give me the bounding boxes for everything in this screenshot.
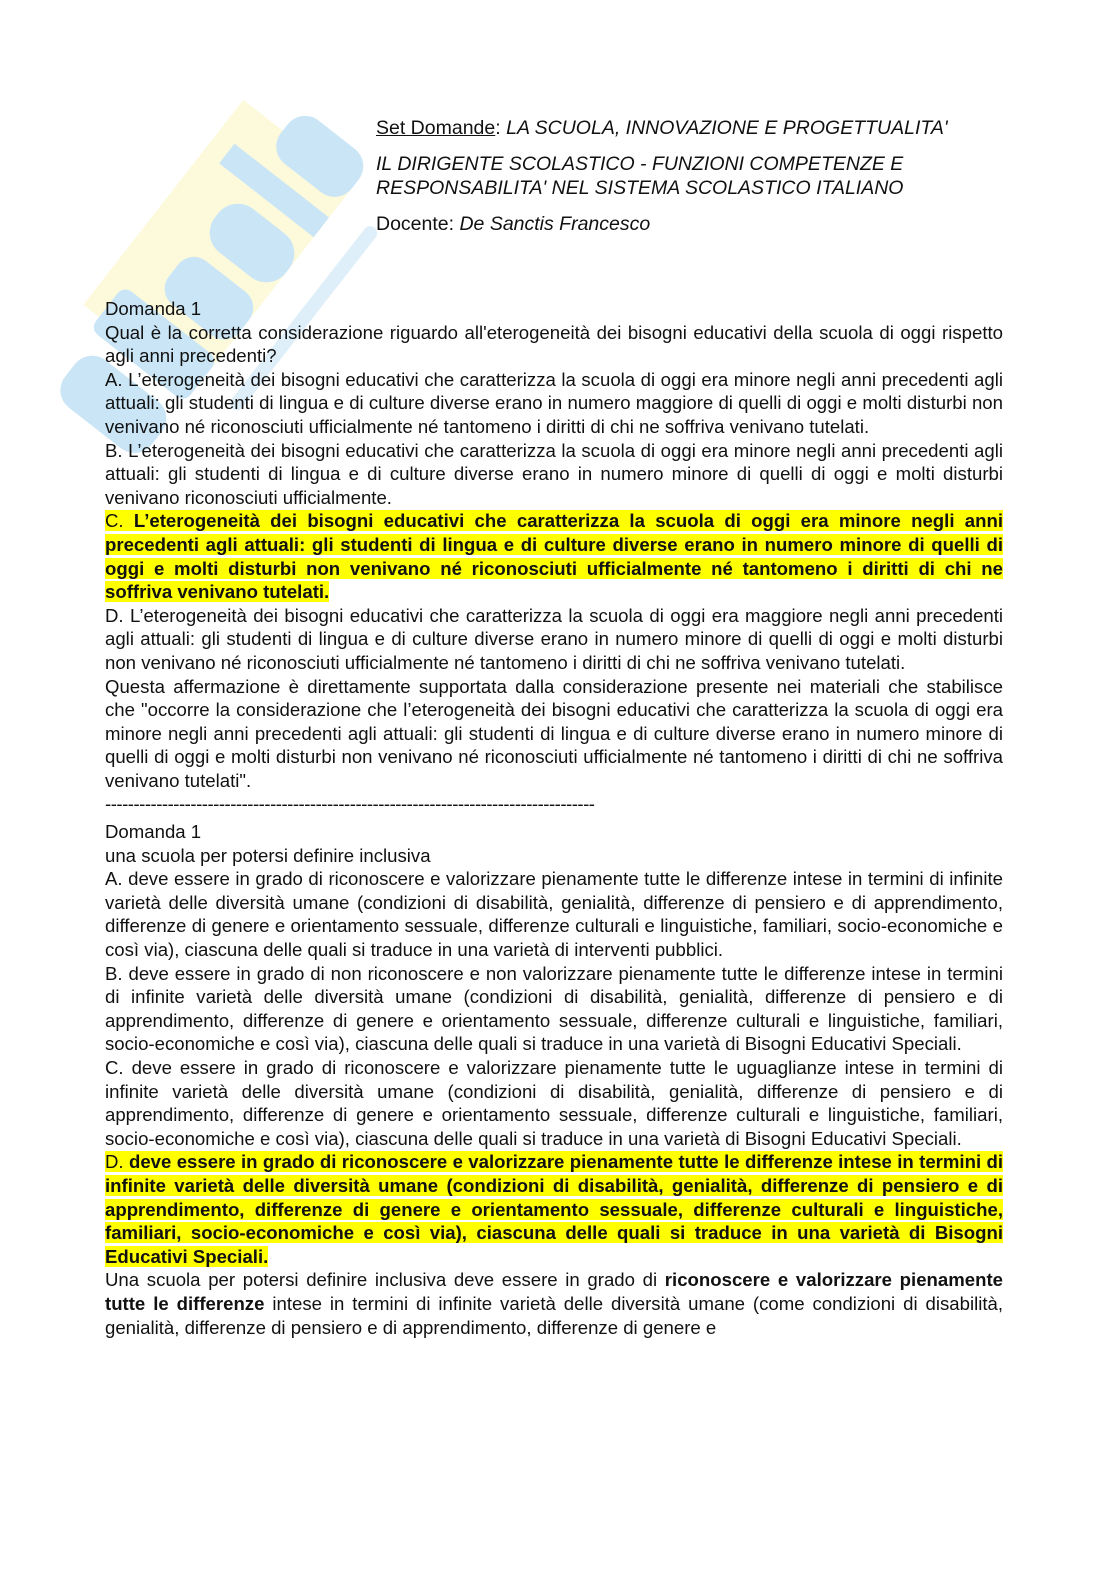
option-c-correct: C. L’eterogeneità dei bisogni educativi che caratterizza la scuola di oggi era minore negli anni precedenti agli attuali: gli studenti di lingua e di culture diverse erano in numero minore di quelli di oggi e molti disturbi non venivano né riconosciuti ufficialmente né tantomeno i diritti di chi ne soffriva venivano tutelati. — [105, 510, 1003, 603]
option-b: B. L’eterogeneità dei bisogni educativi che caratterizza la scuola di oggi era minore negli anni precedenti agli attuali: gli studenti di lingua e di culture diverse erano in numero minore di quelli di oggi e molti disturbi venivano riconosciuti ufficialmente. — [105, 439, 1003, 508]
course-title: IL DIRIGENTE SCOLASTICO - FUNZIONI COMPETENZE E RESPONSABILITA' NEL SISTEMA SCOLASTICO ITALIANO — [376, 153, 904, 199]
teacher-name: De Sanctis Francesco — [459, 213, 651, 235]
option-d-correct: D. deve essere in grado di riconoscere e valorizzare pienamente tutte le differenze intese in termini di infinite varietà delle diversità umane (condizioni di disabilità, genialità, differenze di pensiero e di apprendimento, differenze di genere e orientamento sessuale, differenze culturali e linguistiche, familiari, socio-economiche e così via), ciascuna delle quali si traduce in una varietà di Bisogni Educativi Speciali. — [105, 1151, 1003, 1267]
option-d: D. L’eterogeneità dei bisogni educativi che caratterizza la scuola di oggi era maggiore negli anni precedenti agli attuali: gli studenti di lingua e di culture diverse erano in numero minore di quelli di oggi e molti disturbi non venivano né riconosciuti ufficialmente né tantomeno i diritti di chi ne soffriva venivano tutelati. — [105, 604, 1003, 673]
explanation: Questa affermazione è direttamente supportata dalla considerazione presente nei materiali che stabilisce che "occorre la considerazione che l’eterogeneità dei bisogni educativi che caratterizza la scuola di oggi era minore negli anni precedenti agli attuali: gli studenti di lingua e di culture diverse erano in numero minore di quelli di oggi e molti disturbi non venivano né riconosciuti ufficialmente né tantomeno i diritti di chi ne soffriva venivano tutelati". — [105, 675, 1003, 791]
teacher-line: Docente: De Sanctis Francesco — [376, 213, 651, 235]
set-line: Set Domande: LA SCUOLA, INNOVAZIONE E PROGETTUALITA' — [376, 117, 948, 139]
question-text: Qual è la corretta considerazione riguardo all'eterogeneità dei bisogni educativi della scuola di oggi rispetto agli anni precedenti? — [105, 321, 1003, 367]
option-b: B. deve essere in grado di non riconoscere e non valorizzare pienamente tutte le differenze intese in termini di infinite varietà delle diversità umane (condizioni di disabilità, genialità, differenze di pensiero e di apprendimento, differenze di genere e orientamento sessuale, differenze culturali e linguistiche, familiari, socio-economiche e così via), ciascuna delle quali si traduce in una varietà di Bisogni Educativi Speciali. — [105, 962, 1003, 1055]
document-header — [376, 116, 1016, 248]
set-label: Set Domande — [376, 117, 496, 139]
option-a: A. deve essere in grado di riconoscere e valorizzare pienamente tutte le differenze intese in termini di infinite varietà delle diversità umane (condizioni di disabilità, genialità, differenze di pensiero e di apprendimento, differenze di genere e orientamento sessuale, differenze culturali e linguistiche, familiari, socio-economiche e così via), ciascuna delle quali si traduce in una varietà di interventi pubblici. — [105, 868, 1003, 961]
question-text: una scuola per potersi definire inclusiva — [105, 844, 431, 866]
question-title: Domanda 1 — [105, 821, 202, 843]
document-body — [105, 297, 1003, 1459]
set-title: LA SCUOLA, INNOVAZIONE E PROGETTUALITA' — [506, 117, 948, 139]
separator: -------------------------------------------------------------------------------------- — [105, 793, 595, 815]
option-c: C. deve essere in grado di riconoscere e valorizzare pienamente tutte le uguaglianze intese in termini di infinite varietà delle diversità umane (condizioni di disabilità, genialità, differenze di pensiero e di apprendimento, differenze di genere e orientamento sessuale, differenze culturali e linguistiche, familiari, socio-economiche e così via), ciascuna delle quali si traduce in una varietà di Bisogni Educativi Speciali. — [105, 1057, 1003, 1149]
option-a: A. L’eterogeneità dei bisogni educativi che caratterizza la scuola di oggi era minore negli anni precedenti agli attuali: gli studenti di lingua e di culture diverse erano in numero maggiore di quelli di oggi e molti disturbi non venivano né riconosciuti ufficialmente né tantomeno i diritti di chi ne soffriva venivano tutelati. — [105, 368, 1003, 437]
explanation: Una scuola per potersi definire inclusiva deve essere in grado di riconoscere e valorizzare pienamente tutte le differenze intese in termini di infinite varietà delle diversità umane (come condizioni di disabilità, genialità, differenze di pensiero e di apprendimento, differenze di genere e — [105, 1269, 1003, 1338]
question-title: Domanda 1 — [105, 298, 202, 319]
